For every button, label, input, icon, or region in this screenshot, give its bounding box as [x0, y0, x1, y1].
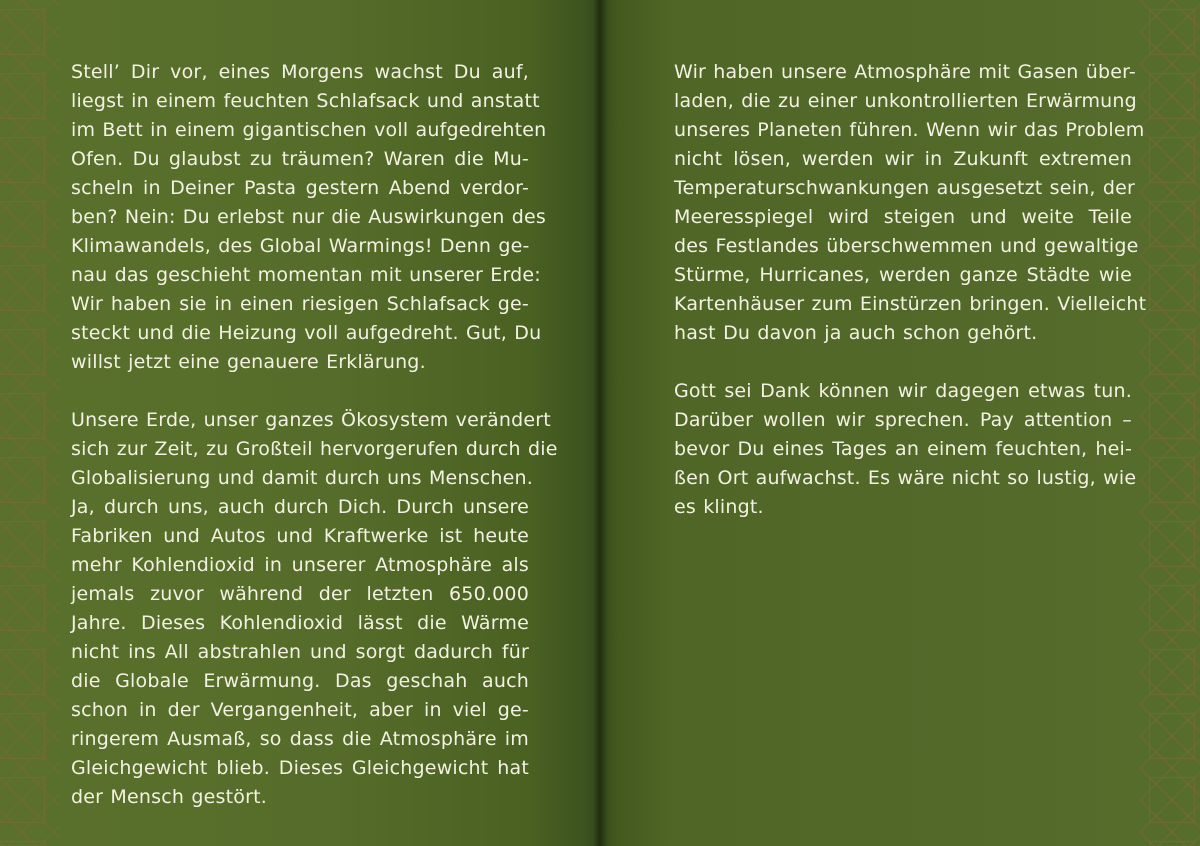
- lattice-shape: [54, 192, 60, 256]
- text-line: Temperaturschwankungen ausgesetzt sein, der: [674, 177, 1136, 199]
- lattice-line: [54, 384, 60, 448]
- text-line: liegst in einem feuchten Schlafsack und anstatt: [71, 90, 540, 112]
- lattice-shape: [54, 256, 60, 320]
- text-line: ßen Ort aufwachst. Es wäre nicht so lustig, wie: [674, 467, 1137, 489]
- text-line: im Bett in einem gigantischen voll aufgedrehten: [71, 119, 547, 141]
- text-line: nicht ins All abstrahlen und sorgt dadurch für: [71, 641, 529, 663]
- lattice-line: [54, 640, 60, 704]
- text-line: Kartenhäuser zum Einstürzen bringen. Vielleicht: [674, 293, 1147, 315]
- lattice-line: [54, 704, 60, 768]
- lattice-shape: [54, 64, 60, 128]
- text-line: Darüber wollen wir sprechen. Pay attention –: [674, 409, 1132, 431]
- text-line: es klingt.: [674, 496, 764, 518]
- left-page-text: [71, 58, 558, 812]
- lattice-shape: [54, 704, 60, 768]
- lattice-line: [54, 576, 60, 640]
- text-line: jemals zuvor während der letzten 650.000: [71, 583, 529, 605]
- text-line: Ja, durch uns, auch durch Dich. Durch unsere: [71, 496, 529, 518]
- text-line: hast Du davon ja auch schon gehört.: [674, 322, 1038, 344]
- text-line: steckt und die Heizung voll aufgedreht. Gut, Du: [71, 322, 542, 344]
- lattice-shape: [54, 128, 60, 192]
- right-page: [600, 0, 1200, 846]
- text-line: des Festlandes überschwemmen und gewaltige: [674, 235, 1139, 257]
- text-line: nau das geschieht momentan mit unserer Erde:: [71, 264, 541, 286]
- lattice-line: [0, 832, 54, 846]
- paragraph: [674, 58, 1147, 348]
- text-line: unseres Planeten führen. Wenn wir das Problem: [674, 119, 1145, 141]
- text-line: laden, die zu einer unkontrollierten Erwärmung: [674, 90, 1137, 112]
- lattice-shape: [54, 640, 60, 704]
- lattice-line: [54, 256, 60, 320]
- text-line: Stürme, Hurricanes, werden ganze Städte wie: [674, 264, 1132, 286]
- text-line: der Mensch gestört.: [71, 786, 267, 808]
- lattice-line: [54, 128, 60, 192]
- text-line: nicht lösen, werden wir in Zukunft extremen: [674, 148, 1132, 170]
- text-line: schon in der Vergangenheit, aber in viel ge-: [71, 699, 529, 721]
- lattice-shape: [54, 320, 60, 384]
- text-line: Gott sei Dank können wir dagegen etwas tun.: [674, 380, 1132, 402]
- right-page-text: [674, 58, 1147, 522]
- text-line: Ofen. Du glaubst zu träumen? Waren die Mu-: [71, 148, 529, 170]
- text-line: Wir haben sie in einen riesigen Schlafsack ge-: [71, 293, 529, 315]
- paragraph-gap: [71, 377, 529, 406]
- lattice-line: [54, 448, 60, 512]
- lattice-line: [54, 576, 60, 640]
- lattice-shape: [0, 832, 54, 846]
- lattice-shape: [54, 512, 60, 576]
- lattice-line: [54, 384, 60, 448]
- lattice-shape: [54, 448, 60, 512]
- lattice-shape: [54, 768, 60, 832]
- text-line: willst jetzt eine genauere Erklärung.: [71, 351, 426, 373]
- lattice-shape: [54, 832, 60, 846]
- paragraph-gap: [674, 348, 1132, 377]
- lattice-line: [54, 512, 60, 576]
- text-line: mehr Kohlendioxid in unserer Atmosphäre als: [71, 554, 529, 576]
- lattice-shape: [1150, 842, 1195, 846]
- geometric-star-lattice-icon: [1140, 0, 1200, 846]
- paragraph: [71, 406, 558, 812]
- lattice-line: [54, 192, 60, 256]
- lattice-shape: [54, 576, 60, 640]
- lattice-shape: [54, 0, 60, 64]
- text-line: Globalisierung und damit durch uns Menschen.: [71, 467, 534, 489]
- text-line: die Globale Erwärmung. Das geschah auch: [71, 670, 529, 692]
- lattice-line: [54, 704, 60, 768]
- text-line: Gleichgewicht blieb. Dieses Gleichgewicht hat: [71, 757, 529, 779]
- text-line: sich zur Zeit, zu Großteil hervorgerufen durch die: [71, 438, 558, 460]
- lattice-line: [54, 64, 60, 128]
- lattice-line: [54, 512, 60, 576]
- text-line: Stell’ Dir vor, eines Morgens wachst Du auf,: [71, 61, 529, 83]
- text-line: ben? Nein: Du erlebst nur die Auswirkungen des: [71, 206, 546, 228]
- lattice-line: [54, 64, 60, 128]
- lattice-line: [54, 832, 60, 846]
- lattice-line: [54, 320, 60, 384]
- lattice-line: [54, 768, 60, 832]
- text-line: Klimawandels, des Global Warmings! Denn ge-: [71, 235, 530, 257]
- lattice-shape: [54, 384, 60, 448]
- lattice-line: [54, 192, 60, 256]
- lattice-line: [54, 448, 60, 512]
- lattice-line: [54, 0, 60, 64]
- lattice-line: [54, 832, 60, 846]
- lattice-line: [54, 128, 60, 192]
- lattice-line: [0, 832, 54, 846]
- text-line: Fabriken und Autos und Kraftwerke ist heute: [71, 525, 529, 547]
- text-line: Unsere Erde, unser ganzes Ökosystem verändert: [71, 409, 551, 431]
- text-line: Jahre. Dieses Kohlendioxid lässt die Wärme: [71, 612, 529, 634]
- lattice-shape: [0, 842, 44, 846]
- text-line: bevor Du eines Tages an einem feuchten, hei-: [674, 438, 1132, 460]
- lattice-line: [54, 320, 60, 384]
- geometric-star-lattice-icon: [0, 0, 60, 846]
- lattice-line: [54, 640, 60, 704]
- lattice-line: [54, 768, 60, 832]
- text-line: Meeresspiegel wird steigen und weite Teile: [674, 206, 1132, 228]
- text-line: Wir haben unsere Atmosphäre mit Gasen über-: [674, 61, 1136, 83]
- text-line: scheln in Deiner Pasta gestern Abend verdor-: [71, 177, 529, 199]
- text-line: ringerem Ausmaß, so dass die Atmosphäre im: [71, 728, 529, 750]
- lattice-line: [54, 0, 60, 64]
- paragraph: [71, 58, 547, 377]
- lattice-shape: [1140, 832, 1200, 846]
- paragraph: [674, 377, 1137, 522]
- lattice-line: [54, 256, 60, 320]
